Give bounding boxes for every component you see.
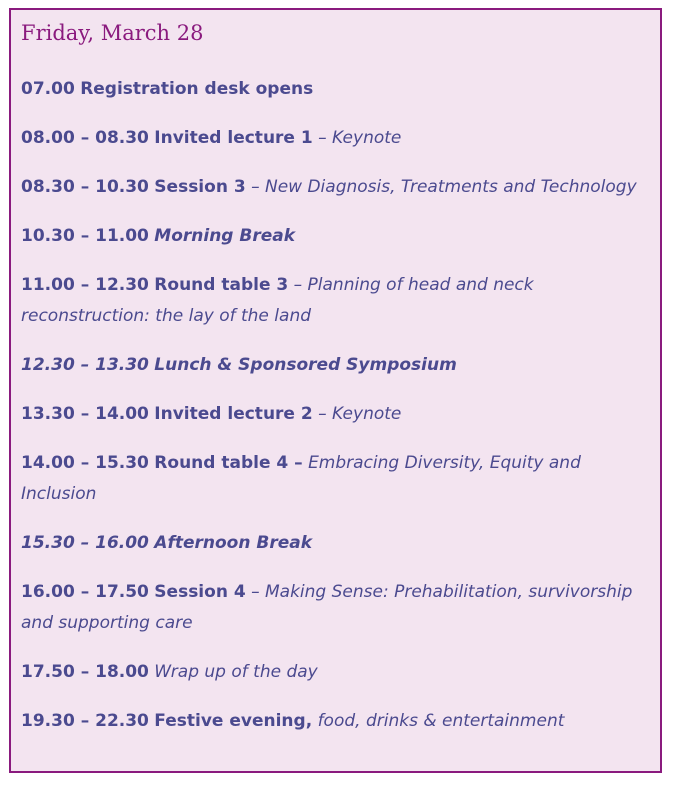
entry-description: – Planning of head and neck reconstruction: the lay of the land xyxy=(21,275,534,326)
entry-description: – New Diagnosis, Treatments and Technology xyxy=(251,177,637,197)
entry-time: 17.50 – 18.00 xyxy=(21,662,149,682)
entry-title: Round table 4 – xyxy=(154,453,303,473)
entry-time: 16.00 – 17.50 xyxy=(21,582,149,602)
day-title: Friday, March 28 xyxy=(21,21,204,45)
schedule-entry xyxy=(21,123,649,154)
entry-time: 08.30 – 10.30 xyxy=(21,177,149,197)
entry-title: Lunch & Sponsored Symposium xyxy=(154,355,457,375)
entry-description: Morning Break xyxy=(154,226,296,246)
schedule-list xyxy=(21,74,649,755)
entry-description: Wrap up of the day xyxy=(154,662,318,682)
entry-description: – Making Sense: Prehabilitation, survivorship and supporting care xyxy=(21,582,633,633)
entry-time: 10.30 – 11.00 xyxy=(21,226,149,246)
schedule-entry xyxy=(21,221,649,252)
entry-time: 19.30 – 22.30 xyxy=(21,711,149,731)
entry-description: – Keynote xyxy=(318,404,402,424)
schedule-entry xyxy=(21,448,649,510)
schedule-entry xyxy=(21,172,649,203)
entry-title: Festive evening, xyxy=(154,711,313,731)
entry-title: Invited lecture 1 xyxy=(154,128,313,148)
schedule-card xyxy=(9,8,662,773)
schedule-entry xyxy=(21,399,649,430)
entry-time: 11.00 – 12.30 xyxy=(21,275,149,295)
entry-title: Registration desk opens xyxy=(80,79,314,99)
schedule-entry xyxy=(21,577,649,639)
entry-time: 13.30 – 14.00 xyxy=(21,404,149,424)
entry-time: 14.00 – 15.30 xyxy=(21,453,149,473)
schedule-entry xyxy=(21,706,649,737)
schedule-entry xyxy=(21,350,649,381)
entry-time: 07.00 xyxy=(21,79,75,99)
entry-title: Session 4 xyxy=(154,582,246,602)
entry-time: 12.30 – 13.30 xyxy=(21,355,149,375)
schedule-entry xyxy=(21,657,649,688)
entry-title: Round table 3 xyxy=(154,275,289,295)
entry-title: Afternoon Break xyxy=(154,533,313,553)
entry-description: – Keynote xyxy=(318,128,402,148)
schedule-entry xyxy=(21,528,649,559)
entry-title: Session 3 xyxy=(154,177,246,197)
schedule-entry xyxy=(21,74,649,105)
entry-time: 08.00 – 08.30 xyxy=(21,128,149,148)
entry-description: Embracing Diversity, Equity and Inclusion xyxy=(21,453,581,504)
entry-title: Invited lecture 2 xyxy=(154,404,313,424)
entry-time: 15.30 – 16.00 xyxy=(21,533,149,553)
schedule-entry xyxy=(21,270,649,332)
entry-description: food, drinks & entertainment xyxy=(317,711,565,731)
